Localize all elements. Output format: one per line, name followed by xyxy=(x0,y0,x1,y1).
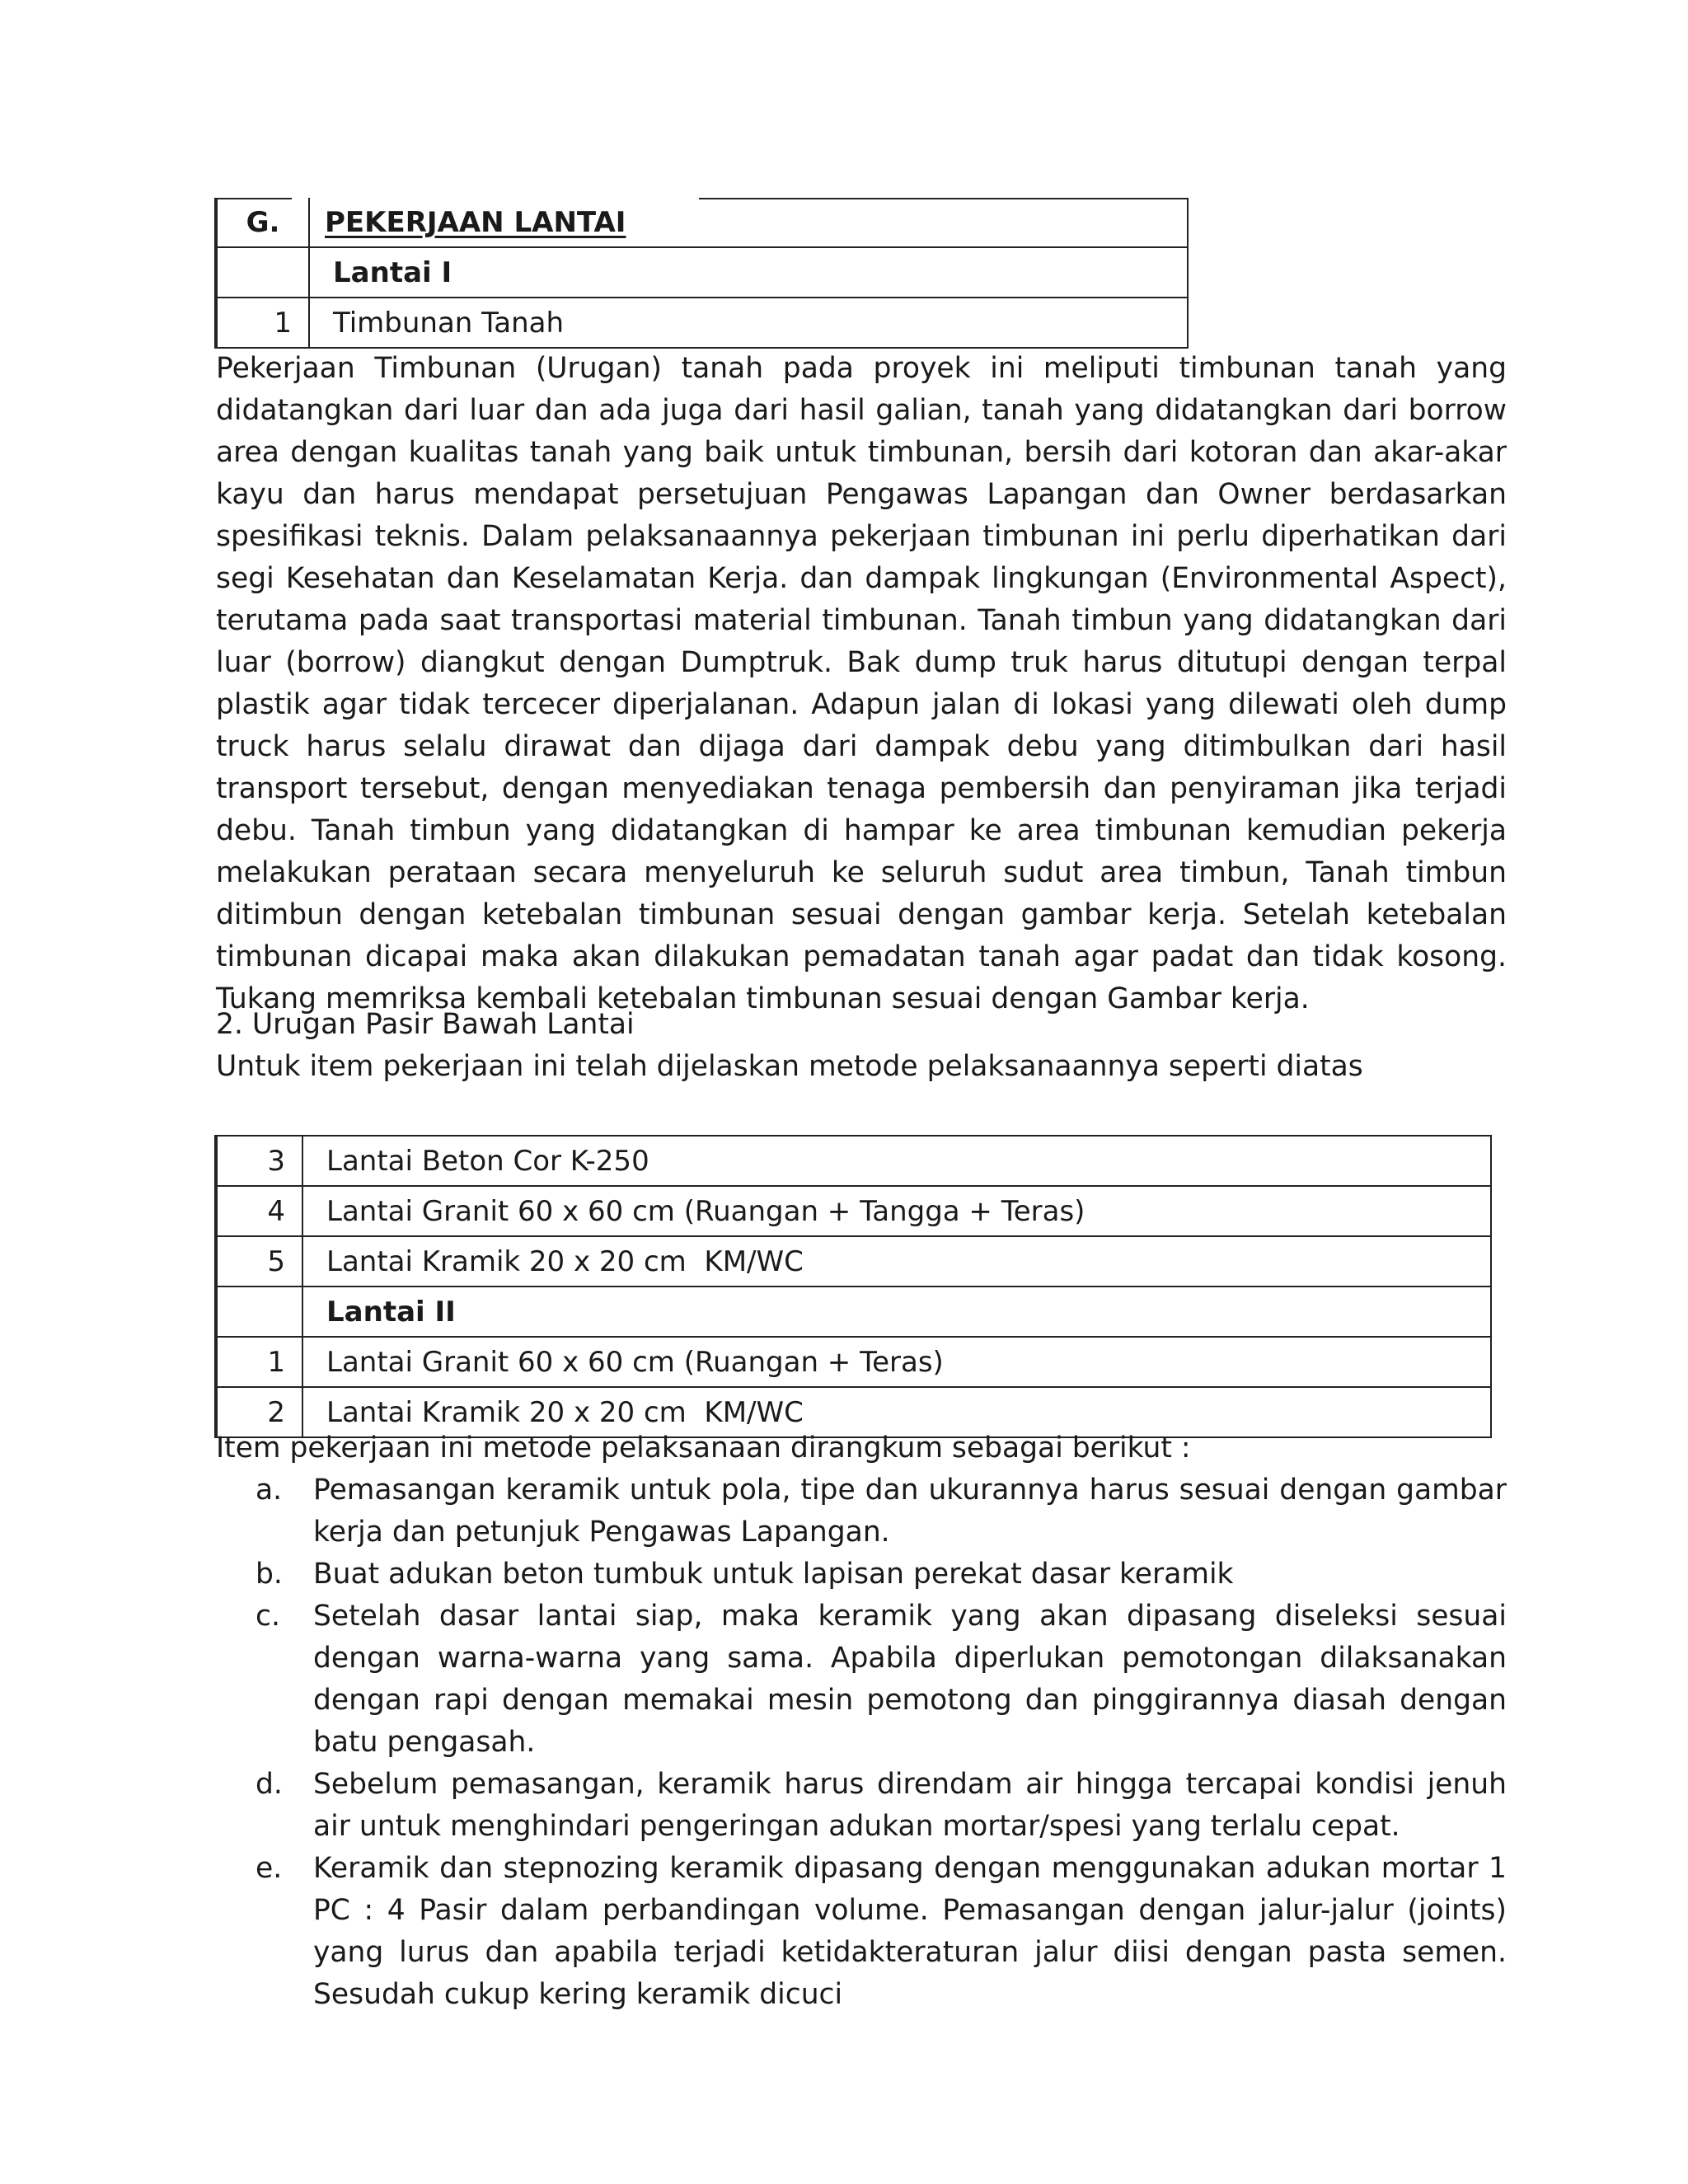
subheading-row xyxy=(216,247,1188,298)
subheading-row xyxy=(216,1286,1491,1337)
table-row xyxy=(216,1337,1491,1387)
list-marker: e. xyxy=(256,1852,283,1885)
row-number: 1 xyxy=(216,298,309,348)
list-marker: d. xyxy=(256,1768,283,1801)
row-text: Timbunan Tanah xyxy=(309,298,1188,348)
table-row xyxy=(216,1136,1491,1186)
list-marker: c. xyxy=(256,1600,280,1633)
list-item xyxy=(216,1469,1507,1554)
list-item xyxy=(216,1596,1507,1764)
section-table xyxy=(214,198,1189,349)
list-marker: b. xyxy=(256,1558,283,1591)
section-code: G. xyxy=(216,198,309,247)
row-number xyxy=(216,1286,302,1337)
subheading-lantai-1: Lantai I xyxy=(309,247,1188,298)
urugan-heading: 2. Urugan Pasir Bawah Lantai xyxy=(216,1008,635,1041)
list-item xyxy=(216,1764,1507,1848)
section-title: PEKERJAAN LANTAI xyxy=(325,205,626,239)
list-item-text: Setelah dasar lantai siap, maka keramik yang akan dipasang diseleksi sesuai dengan warna-warna yang sama. Apabila diperlukan pemotongan dilaksanakan dengan rapi dengan memakai mesin pemotong dan pinggirannya diasah dengan batu pengasah. xyxy=(313,1600,1507,1759)
list-item-text: Sebelum pemasangan, keramik harus direndam air hingga tercapai kondisi jenuh air untuk menghindari pengeringan adukan mortar/spesi yang terlalu cepat. xyxy=(313,1768,1507,1843)
subheading-lantai-2: Lantai II xyxy=(302,1286,1491,1337)
list-item-text: Keramik dan stepnozing keramik dipasang dengan menggunakan adukan mortar 1 PC : 4 Pasir dalam perbandingan volume. Pemasangan dengan jalur-jalur (joints) yang lurus dan apabila terjadi ketidakteraturan jalur diisi dengan pasta semen. Sesudah cukup kering keramik dicuci xyxy=(313,1852,1507,2011)
list-item-text: Buat adukan beton tumbuk untuk lapisan perekat dasar keramik xyxy=(313,1558,1234,1591)
floor-items-table xyxy=(214,1135,1492,1438)
table-row xyxy=(216,298,1188,348)
row-number: 4 xyxy=(216,1186,302,1236)
row-number: 5 xyxy=(216,1236,302,1286)
table-row xyxy=(216,1236,1491,1286)
row-text: Lantai Beton Cor K-250 xyxy=(302,1136,1491,1186)
row-text: Lantai Granit 60 x 60 cm (Ruangan + Teras) xyxy=(302,1337,1491,1387)
method-steps-list xyxy=(216,1469,1507,2016)
section-header-row xyxy=(216,198,1188,247)
list-marker: a. xyxy=(256,1474,283,1507)
row-number: 3 xyxy=(216,1136,302,1186)
list-item xyxy=(216,1848,1507,2016)
method-intro: Item pekerjaan ini metode pelaksanaan dirangkum sebagai berikut : xyxy=(216,1432,1191,1465)
urugan-description: Untuk item pekerjaan ini telah dijelaskan metode pelaksanaannya seperti diatas xyxy=(216,1050,1363,1083)
row-number: 1 xyxy=(216,1337,302,1387)
timbunan-paragraph: Pekerjaan Timbunan (Urugan) tanah pada proyek ini meliputi timbunan tanah yang didatangkan dari luar dan ada juga dari hasil galian, tanah yang didatangkan dari borrow area dengan kualitas tanah yang baik untuk timbunan, bersih dari kotoran dan akar-akar kayu dan harus mendapat persetujuan Pengawas Lapangan dan Owner berdasarkan spesifikasi teknis. Dalam pelaksanaannya pekerjaan timbunan ini perlu diperhatikan dari segi Kesehatan dan Keselamatan Kerja. dan dampak lingkungan (Environmental Aspect), terutama pada saat transportasi material timbunan. Tanah timbun yang didatangkan dari luar (borrow) diangkut dengan Dumptruk. Bak dump truk harus ditutupi dengan terpal plastik agar tidak tercecer diperjalanan. Adapun jalan di lokasi yang dilewati oleh dump truck harus selalu dirawat dan dijaga dari dampak debu yang ditimbulkan dari hasil transport tersebut, dengan menyediakan tenaga pembersih dan penyiraman jika terjadi debu. Tanah timbun yang didatangkan di hampar ke area timbunan kemudian pekerja melakukan perataan secara menyeluruh ke seluruh sudut area timbun, Tanah timbun ditimbun dengan ketebalan timbunan sesuai dengan gambar kerja. Setelah ketebalan timbunan dicapai maka akan dilakukan pemadatan tanah agar padat dan tidak kosong. Tukang memriksa kembali ketebalan timbunan sesuai dengan Gambar kerja. xyxy=(216,352,1507,1015)
list-item xyxy=(216,1554,1507,1596)
list-item-text: Pemasangan keramik untuk pola, tipe dan ukurannya harus sesuai dengan gambar kerja dan petunjuk Pengawas Lapangan. xyxy=(313,1474,1507,1549)
row-text: Lantai Granit 60 x 60 cm (Ruangan + Tangga + Teras) xyxy=(302,1186,1491,1236)
row-number: 2 xyxy=(216,1387,302,1437)
row-text: Lantai Kramik 20 x 20 cm KM/WC xyxy=(302,1236,1491,1286)
row-text: Lantai Kramik 20 x 20 cm KM/WC xyxy=(302,1387,1491,1437)
table-row xyxy=(216,1186,1491,1236)
